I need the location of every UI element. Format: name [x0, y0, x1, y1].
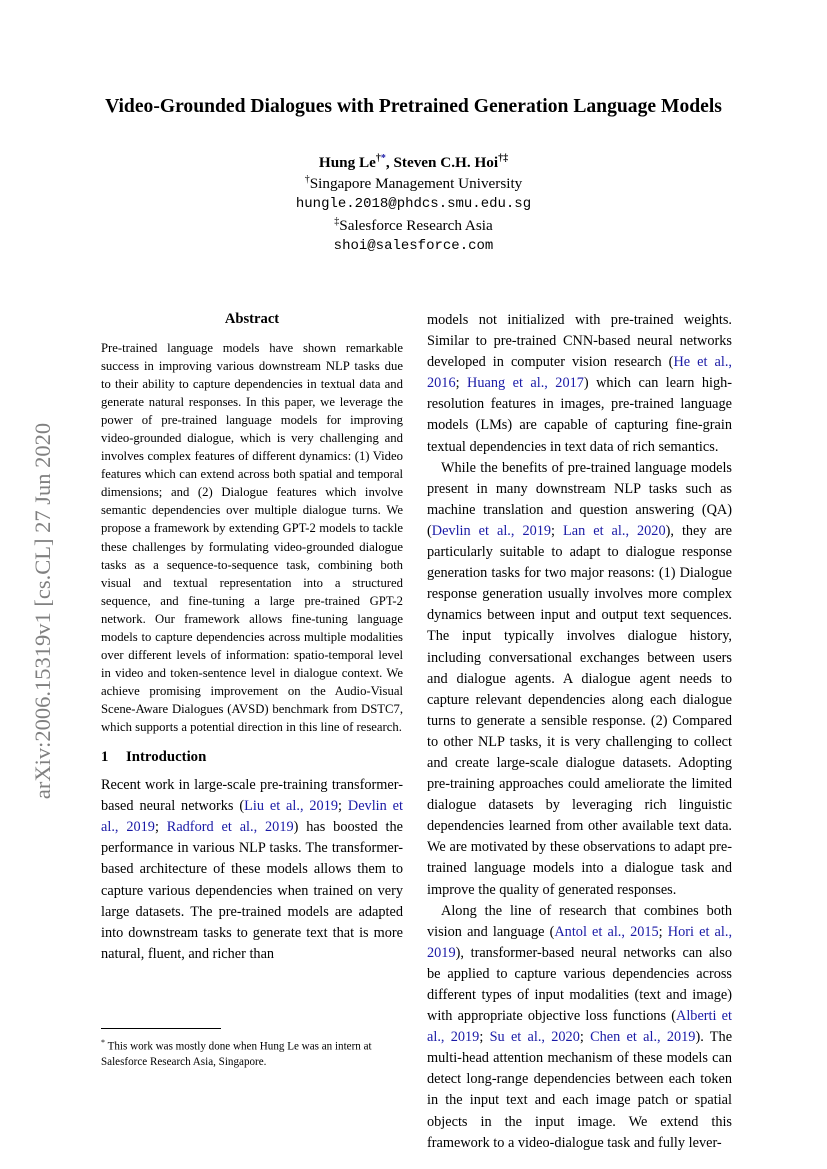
affiliation-1: †Singapore Management University	[304, 173, 523, 192]
author-block	[160, 152, 667, 257]
affiliation-2: ‡Salesforce Research Asia	[334, 215, 493, 234]
abstract-heading: Abstract	[224, 311, 280, 327]
footnote-rule	[101, 1028, 221, 1029]
intro-paragraph-3: Along the line of research that combines both vision and language (Antol et al., 2015; Hori et al., 2019), transformer-based neural networks can also be applied to capture various dependencies across different types of input modalities (text and image) with appropriate objective loss functions (Alberti et al., 2019; Su et al., 2020; Chen et al., 2019). The multi-head attention mechanism of these models can detect long-range dependencies between each token in the input text and each image patch or spatial objects in the input image. We extend this framework to a video-dialogue task and fully lever-	[427, 902, 733, 1151]
intro-paragraph-1-continued: models not initialized with pre-trained weights. Similar to pre-trained CNN-based neural networks developed in computer vision research (He et al., 2016; Huang et al., 2017) which can learn high-resolution features in images, pre-trained language models (LMs) are capable of capturing fine-grain textual dependencies in text data of rich semantics.	[427, 312, 733, 455]
section-number: 1	[101, 749, 109, 766]
right-column	[427, 310, 732, 1154]
arxiv-identifier: arXiv:2006.15319v1 [cs.CL] 27 Jun 2020	[30, 422, 55, 799]
intro-paragraph-1: Recent work in large-scale pre-training transformer-based neural networks (Liu et al., 2019; Devlin et al., 2019; Radford et al., 2019) has boosted the performance in various NLP tasks. The transformer-based architecture of these models allows them to capture various dependencies when trained on very large datasets. The pre-trained models are adapted into downstream tasks to generate text that is more natural, fluent, and richer than	[101, 777, 403, 962]
section-title: Introduction	[126, 749, 207, 766]
left-column	[101, 309, 403, 965]
arxiv-stamp	[12, 373, 74, 848]
email-1: hungle.2018@phdcs.smu.edu.sg	[295, 196, 532, 212]
paper-title: Video-Grounded Dialogues with Pretrained Generation Language Models	[105, 96, 722, 117]
section-heading	[101, 747, 403, 767]
abstract-text: Pre-trained language models have shown remarkable success in improving various downstream NLP tasks due to their ability to capture dependencies in textual data and generate natural responses. In this paper, we leverage the power of pre-trained language models for improving video-grounded dialogue, which is very challenging and involves complex features of different dynamics: (1) Video features which can extend across both spatial and temporal dimensions; and (2) Dialogue features which involve semantic dependencies over multiple dialogue turns. We propose a framework by extending GPT-2 models to tackle these challenges by formulating video-grounded dialogue tasks as a sequence-to-sequence task, combining both visual and textual representation into a structured sequence, and fine-tuning a large pre-trained GPT-2 network. Our framework allows fine-tuning language models to capture dependencies across multiple modalities over different levels of information: spatio-temporal level in video and token-sentence level in dialogue context. We achieve promising improvement on the Audio-Visual Scene-Aware Dialogues (AVSD) benchmark from DSTC7, which supports a potential direction in this line of research.	[101, 341, 403, 734]
email-2: shoi@salesforce.com	[333, 238, 494, 254]
author-names: Hung Le†*, Steven C.H. Hoi†‡	[318, 152, 509, 171]
intro-paragraph-2: While the benefits of pre-trained language models present in many downstream NLP tasks such as machine translation and question answering (QA) (Devlin et al., 2019; Lan et al., 2020), they are particularly suitable to adapt to dialogue response generation tasks for two major reasons: (1) Dialogue response generation usually involves more complex dynamics between input and output text sequences. The input typically involves dialogue history, including conversational exchanges between users and dialogue agents. A dialogue agent needs to capture relevant dependencies along each dialogue turns to generate a sensible response. (2) Compared to other NLP tasks, it is very challenging to collect and create large-scale dialogue datasets. Adopting pre-training approaches could ameliorate the limited dialogue datasets by leveraging rich linguistic dependencies learned from other available text data. We are motivated by these observations to adapt pre-trained language models into a dialogue task and improve the quality of generated responses.	[427, 459, 733, 898]
footnote	[101, 1028, 403, 1071]
footnote-text: * This work was mostly done when Hung Le was an intern at Salesforce Research Asia, Singapore.	[101, 1038, 372, 1069]
